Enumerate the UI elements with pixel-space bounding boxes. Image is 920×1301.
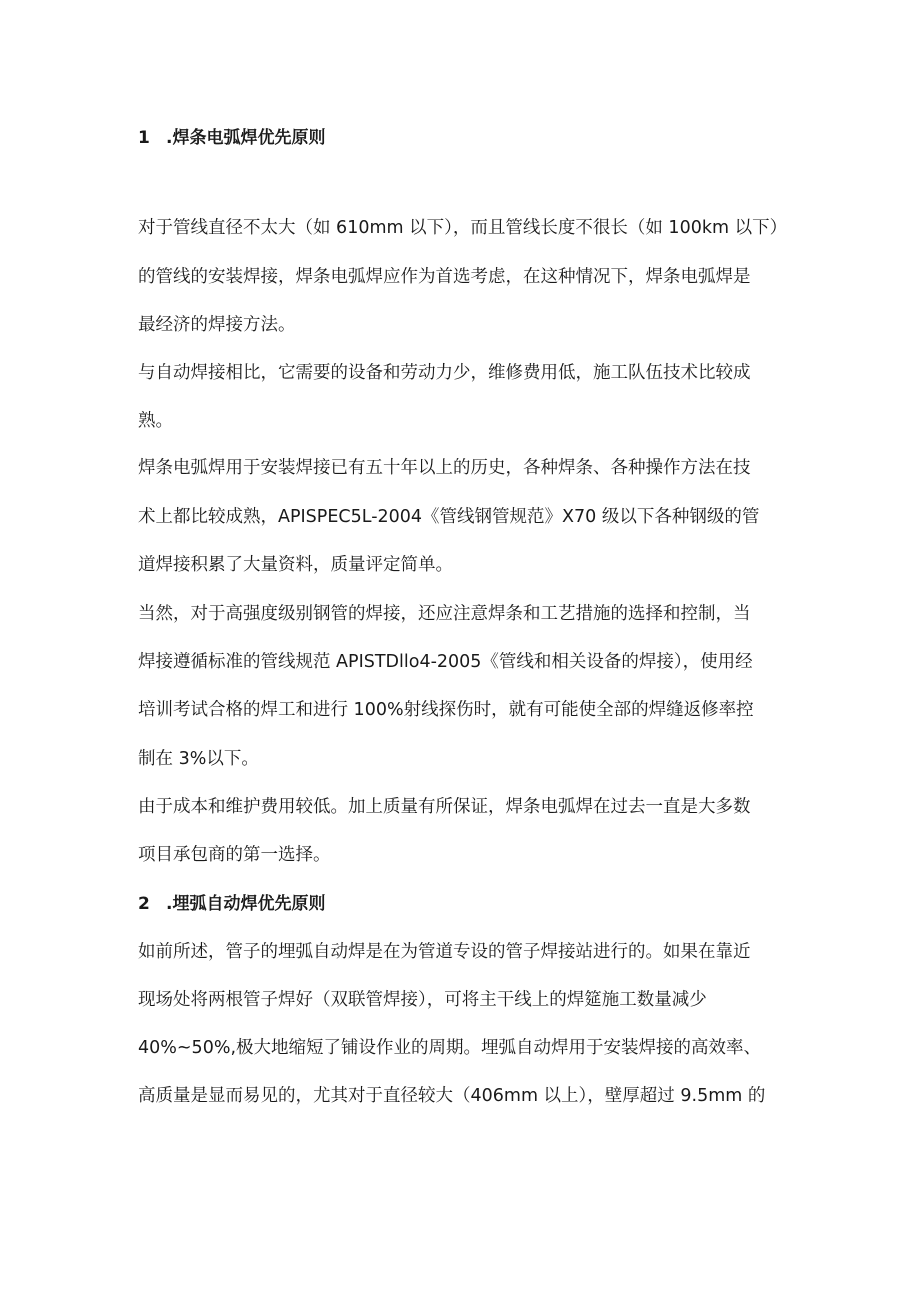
paragraph-line: 术上都比较成熟，APISPEC5L-2004《管线钢管规范》X70 级以下各种钢级的管 <box>138 507 760 527</box>
section-title: .埋弧自动焊优先原则 <box>166 894 326 914</box>
paragraph-line: 当然，对于高强度级别钢管的焊接，还应注意焊条和工艺措施的选择和控制，当 <box>138 604 751 624</box>
paragraph-line: 熟。 <box>138 411 173 431</box>
paragraph-line: 项目承包商的第一选择。 <box>138 845 331 865</box>
section-heading-2 <box>138 892 325 916</box>
paragraph-line: 制在 3%以下。 <box>138 749 259 769</box>
paragraph-line: 的管线的安装焊接，焊条电弧焊应作为首选考虑，在这种情况下，焊条电弧焊是 <box>138 267 751 287</box>
section-heading-1 <box>138 126 325 150</box>
paragraph-line: 40%~50%,极大地缩短了铺设作业的周期。埋弧自动焊用于安装焊接的高效率、 <box>138 1038 762 1058</box>
paragraph-line: 焊接遵循标准的管线规范 APISTDllo4-2005《管线和相关设备的焊接），使用经 <box>138 652 753 672</box>
paragraph-line: 道焊接积累了大量资料，质量评定简单。 <box>138 555 453 575</box>
section-title: .焊条电弧焊优先原则 <box>166 128 326 148</box>
paragraph-line: 对于管线直径不太大（如 610mm 以下），而且管线长度不很长（如 100km 以下） <box>138 218 788 238</box>
paragraph-line: 如前所述，管子的埋弧自动焊是在为管道专设的管子焊接站进行的。如果在靠近 <box>138 942 751 962</box>
paragraph-line: 培训考试合格的焊工和进行 100%射线探伤时，就有可能使全部的焊缝返修率控 <box>138 700 754 720</box>
paragraph-line: 与自动焊接相比，它需要的设备和劳动力少，维修费用低，施工队伍技术比较成 <box>138 363 751 383</box>
paragraph-line: 焊条电弧焊用于安装焊接已有五十年以上的历史，各种焊条、各种操作方法在技 <box>138 458 751 478</box>
section-number: 2 <box>138 894 150 914</box>
paragraph-line: 高质量是显而易见的，尤其对于直径较大（406mm 以上），壁厚超过 9.5mm 的 <box>138 1086 766 1106</box>
paragraph-line: 最经济的焊接方法。 <box>138 315 296 335</box>
section-number: 1 <box>138 128 150 148</box>
paragraph-line: 由于成本和维护费用较低。加上质量有所保证，焊条电弧焊在过去一直是大多数 <box>138 797 751 817</box>
paragraph-line: 现场处将两根管子焊好（双联管焊接），可将主干线上的焊筵施工数量减少 <box>138 990 707 1010</box>
